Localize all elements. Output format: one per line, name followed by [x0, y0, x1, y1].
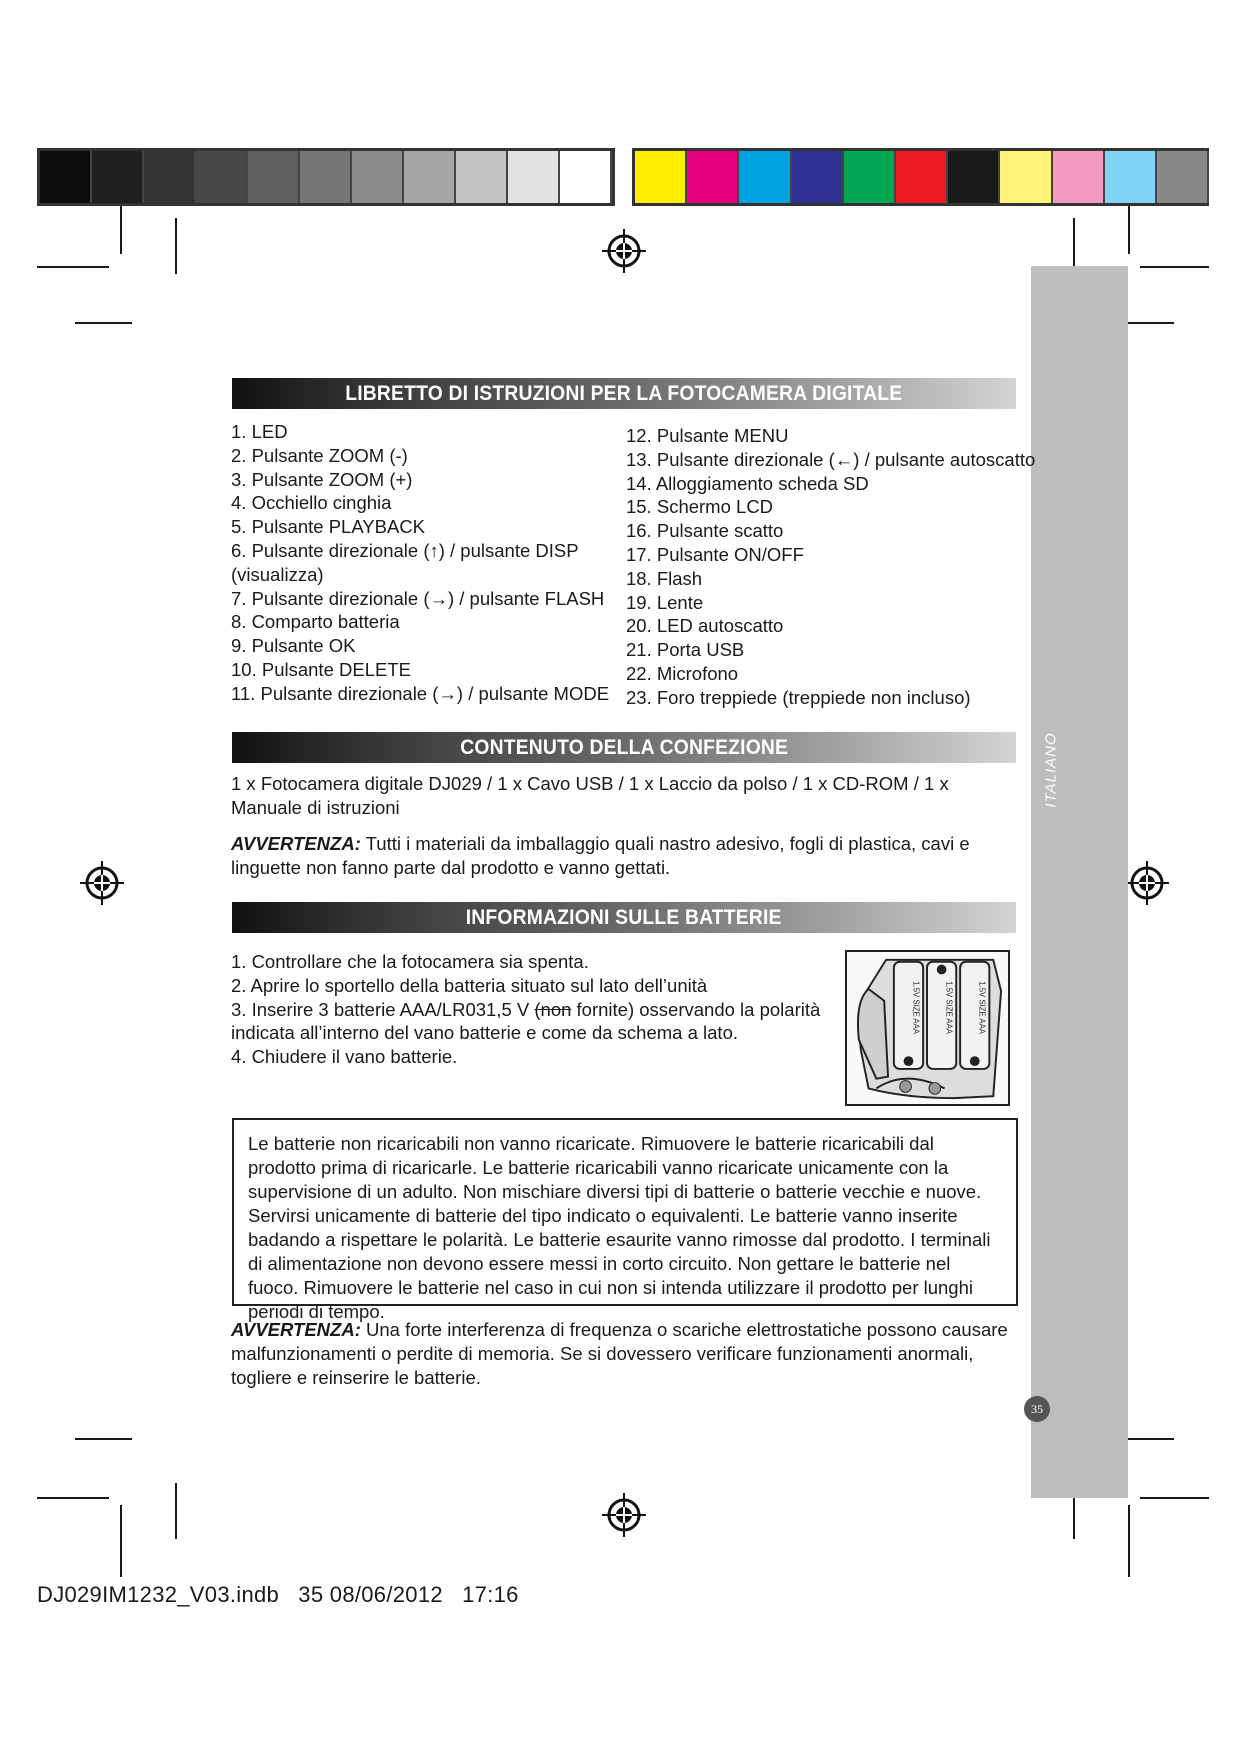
- part-list-item: 21. Porta USB: [626, 639, 745, 661]
- warning-label: AVVERTENZA:: [231, 1319, 361, 1340]
- gray-swatch: [456, 151, 508, 203]
- color-swatch: [844, 151, 896, 203]
- language-side-tab: [1031, 266, 1128, 1498]
- gray-swatch: [144, 151, 196, 203]
- grayscale-color-bar: [37, 148, 615, 206]
- gray-swatch: [40, 151, 92, 203]
- color-swatch: [739, 151, 791, 203]
- part-list-item: 23. Foro treppiede (treppiede non incluso): [626, 686, 971, 708]
- part-list-item: 14. Alloggiamento scheda SD: [626, 472, 869, 494]
- page-number: 35: [1024, 1396, 1050, 1422]
- battery-label-text: 1.5V SIZE AAA: [944, 981, 954, 1035]
- gray-swatch: [196, 151, 248, 203]
- battery-step: 2. Aprire lo sportello della batteria situato sul lato dell’unità: [231, 974, 708, 996]
- language-label: ITALIANO: [1042, 732, 1060, 808]
- batteries-section-header: INFORMAZIONI SULLE BATTERIE: [232, 902, 1016, 933]
- color-swatch: [948, 151, 1000, 203]
- battery-step: 4. Chiudere il vano batterie.: [231, 1046, 458, 1068]
- part-list-item: 1. LED: [231, 421, 288, 442]
- color-swatch: [1053, 151, 1105, 203]
- part-list-item: 2. Pulsante ZOOM (-): [231, 444, 408, 466]
- part-list-item: 12. Pulsante MENU: [626, 425, 789, 446]
- gray-swatch: [404, 151, 456, 203]
- gray-swatch: [560, 151, 612, 203]
- part-list-item: 3. Pulsante ZOOM (+): [231, 468, 413, 490]
- part-list-item: 19. Lente: [626, 591, 704, 613]
- interference-warning: AVVERTENZA: Una forte interferenza di frequenza o scariche elettrostatiche possono causare malfunzionamenti o perdite di memoria. Se si dovessero verificare funzionamenti anormali, togliere e reinserire le batterie.: [231, 1319, 1008, 1388]
- part-list-item: 5. Pulsante PLAYBACK: [231, 516, 426, 538]
- color-swatch: [1000, 151, 1052, 203]
- gray-swatch: [508, 151, 560, 203]
- gray-swatch: [352, 151, 404, 203]
- part-list-item: 17. Pulsante ON/OFF: [626, 543, 804, 565]
- color-swatch: [1157, 151, 1209, 203]
- parts-list-left: [231, 420, 609, 706]
- battery-step: 1. Controllare che la fotocamera sia spenta.: [231, 951, 589, 972]
- part-list-item: 18. Flash: [626, 567, 703, 589]
- process-color-bar: [632, 148, 1209, 206]
- part-list-item: 11. Pulsante direzionale (→) / pulsante MODE: [231, 682, 610, 704]
- registration-mark-icon: [601, 228, 647, 274]
- battery-steps: [231, 950, 820, 1069]
- battery-compartment-illustration: [845, 950, 1010, 1106]
- parts-list-right: [626, 424, 1035, 710]
- registration-mark-icon: [1124, 860, 1170, 906]
- file-slug: DJ029IM1232_V03.indb 35 08/06/2012 17:16: [37, 1582, 519, 1607]
- color-swatch: [792, 151, 844, 203]
- contents-section-header: CONTENUTO DELLA CONFEZIONE: [232, 732, 1016, 763]
- instructions-section-header: LIBRETTO DI ISTRUZIONI PER LA FOTOCAMERA DIGITALE: [232, 378, 1016, 409]
- gray-swatch: [300, 151, 352, 203]
- packaging-warning: AVVERTENZA: Tutti i materiali da imballaggio quali nastro adesivo, fogli di plastica, cavi e linguette non fanno parte dal prodotto e vanno gettati.: [231, 833, 970, 878]
- registration-mark-icon: [79, 860, 125, 906]
- part-list-item: 9. Pulsante OK: [231, 635, 356, 657]
- warning-label: AVVERTENZA:: [231, 833, 361, 854]
- part-list-item: 22. Microfono: [626, 662, 739, 684]
- part-list-item: 15. Schermo LCD: [626, 496, 774, 518]
- part-list-item: 7. Pulsante direzionale (→) / pulsante FLASH: [231, 587, 605, 609]
- color-swatch: [1105, 151, 1157, 203]
- battery-safety-text: Le batterie non ricaricabili non vanno ricaricate. Rimuovere le batterie ricaricabili dal prodotto prima di ricaricarle. Le batterie ricaricabili vanno ricaricate unicamente con la supervisione di un adulto. Non mischiare diversi tipi di batterie o batterie vecchie e nuove. Servirsi unicamente di batterie del tipo indicato o equivalenti. Le batterie vanno inserite badando a rispettare le polarità. Le batterie esaurite vanno rimosse dal prodotto. I terminali di alimentazione non devono essere messi in corto circuito. Non gettare le batterie nel fuoco. Rimuovere le batterie nel caso in cui non si intenda utilizzare il prodotto per lunghi periodi di tempo.: [248, 1133, 991, 1322]
- part-list-item: 4. Occhiello cinghia: [231, 492, 392, 514]
- part-list-item: 10. Pulsante DELETE: [231, 658, 411, 680]
- color-swatch: [635, 151, 687, 203]
- battery-safety-box: [232, 1118, 1018, 1322]
- battery-label-text: 1.5V SIZE AAA: [977, 981, 987, 1035]
- color-swatch: [687, 151, 739, 203]
- part-list-item: 8. Comparto batteria: [231, 611, 400, 633]
- part-list-item: 6. Pulsante direzionale (↑) / pulsante DISP: [231, 539, 579, 561]
- part-list-item: 13. Pulsante direzionale (←) / pulsante autoscatto: [626, 448, 1036, 470]
- battery-step: 3. Inserire 3 batterie AAA/LR031,5 V (non fornite) osservando la polarità: [231, 998, 821, 1020]
- registration-mark-icon: [601, 1492, 647, 1538]
- part-list-item: (visualizza): [231, 563, 324, 585]
- part-list-item: 20. LED autoscatto: [626, 615, 784, 637]
- battery-label-text: 1.5V SIZE AAA: [911, 981, 921, 1035]
- gray-swatch: [92, 151, 144, 203]
- package-contents-text: 1 x Fotocamera digitale DJ029 / 1 x Cavo USB / 1 x Laccio da polso / 1 x CD-ROM / 1 x Manuale di istruzioni: [231, 773, 949, 818]
- color-swatch: [896, 151, 948, 203]
- battery-step: indicata all’interno del vano batterie e come da schema a lato.: [231, 1022, 738, 1044]
- gray-swatch: [248, 151, 300, 203]
- part-list-item: 16. Pulsante scatto: [626, 520, 784, 542]
